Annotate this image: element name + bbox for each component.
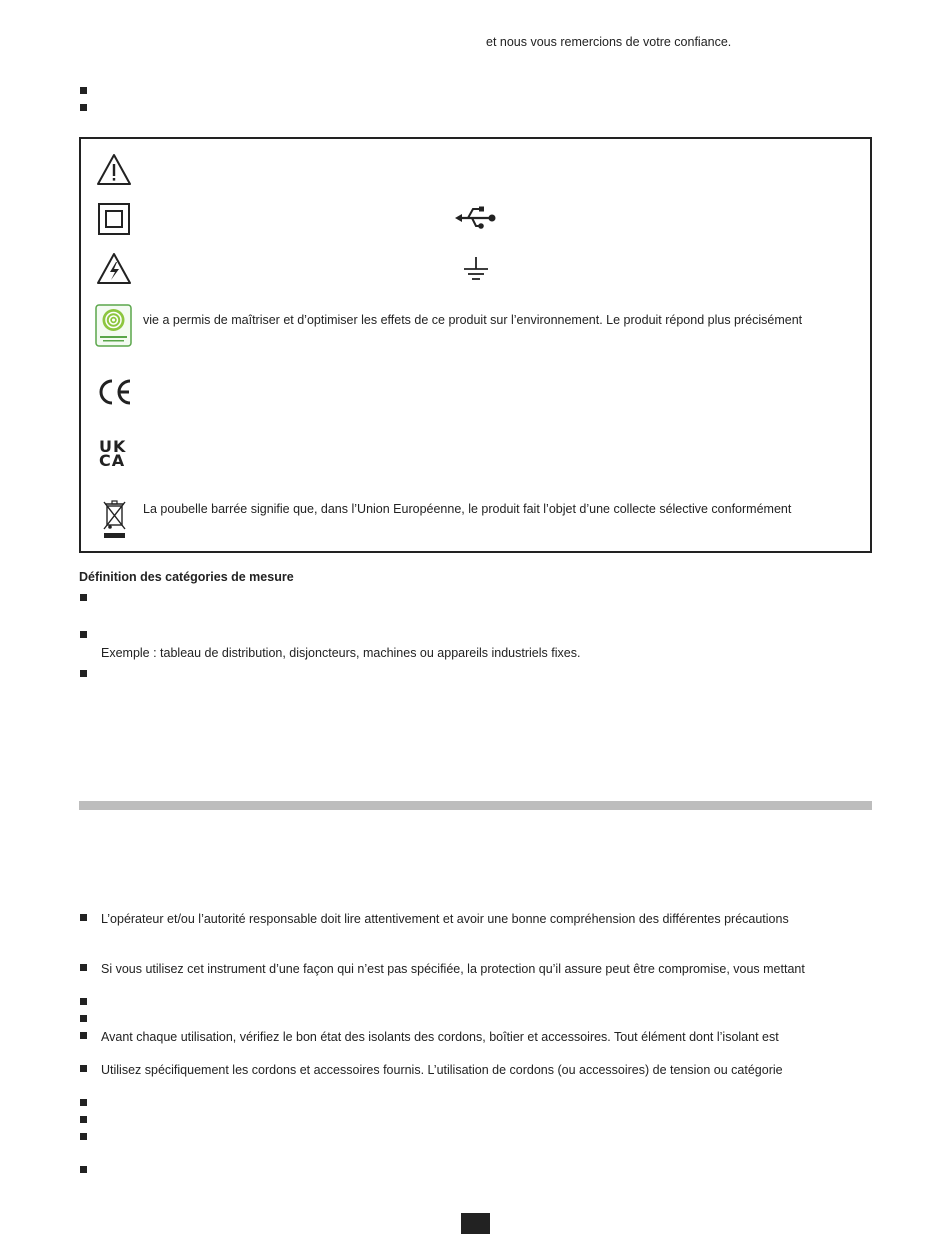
warning-triangle-icon — [96, 153, 132, 187]
bullet-icon — [80, 594, 87, 601]
symbols-table — [79, 137, 872, 553]
ukca-mark-icon — [99, 437, 131, 470]
precaution-item-1: L’opérateur et/ou l’autorité responsable doit lire attentivement et avoir une bonne compréhension des différentes précautions — [101, 912, 789, 926]
crossed-bin-text: La poubelle barrée signifie que, dans l’Union Européenne, le produit fait l’objet d’une collecte sélective conformément — [143, 502, 792, 516]
ukca-bottom-text: CA — [99, 451, 126, 470]
bullet-icon — [80, 104, 87, 111]
bullet-icon — [80, 670, 87, 677]
precaution-item-4: Utilisez spécifiquement les cordons et accessoires fournis. L’utilisation de cordons (ou accessoires) de tension ou catégorie — [101, 1063, 783, 1077]
page-number-tab — [461, 1213, 490, 1234]
bullet-icon — [80, 1015, 87, 1022]
bullet-icon — [80, 914, 87, 921]
eco-label-text: vie a permis de maîtriser et d’optimiser les effets de ce produit sur l’environnement. Le produit répond plus précisément — [143, 313, 803, 327]
bullet-icon — [80, 1032, 87, 1039]
electric-shock-icon — [96, 252, 132, 286]
bullet-icon — [80, 1116, 87, 1123]
precaution-item-3: Avant chaque utilisation, vérifiez le bon état des isolants des cordons, boîtier et accessoires. Tout élément dont l’isolant est — [101, 1030, 779, 1044]
bullet-icon — [80, 998, 87, 1005]
eco-label-icon — [95, 304, 132, 347]
bullet-icon — [80, 1133, 87, 1140]
crossed-bin-icon — [102, 498, 128, 540]
earth-ground-icon — [462, 256, 490, 284]
bullet-icon — [80, 1065, 87, 1072]
bullet-icon — [80, 1166, 87, 1173]
measurement-example: Exemple : tableau de distribution, disjoncteurs, machines ou appareils industriels fixes. — [101, 646, 581, 660]
bullet-icon — [80, 87, 87, 94]
bullet-icon — [80, 631, 87, 638]
usb-icon — [455, 206, 497, 230]
bullet-icon — [80, 1099, 87, 1106]
measurement-categories-heading: Définition des catégories de mesure — [79, 570, 294, 584]
ukca-top-text: UK — [99, 437, 127, 456]
intro-thanks-line: et nous vous remercions de votre confiance. — [486, 35, 732, 49]
ce-mark-icon — [97, 378, 133, 406]
precaution-item-2: Si vous utilisez cet instrument d’une façon qui n’est pas spécifiée, la protection qu’il assure peut être compromise, vous mettant — [101, 962, 805, 976]
section-separator — [79, 801, 872, 810]
bullet-icon — [80, 964, 87, 971]
double-insulation-icon — [98, 203, 130, 235]
